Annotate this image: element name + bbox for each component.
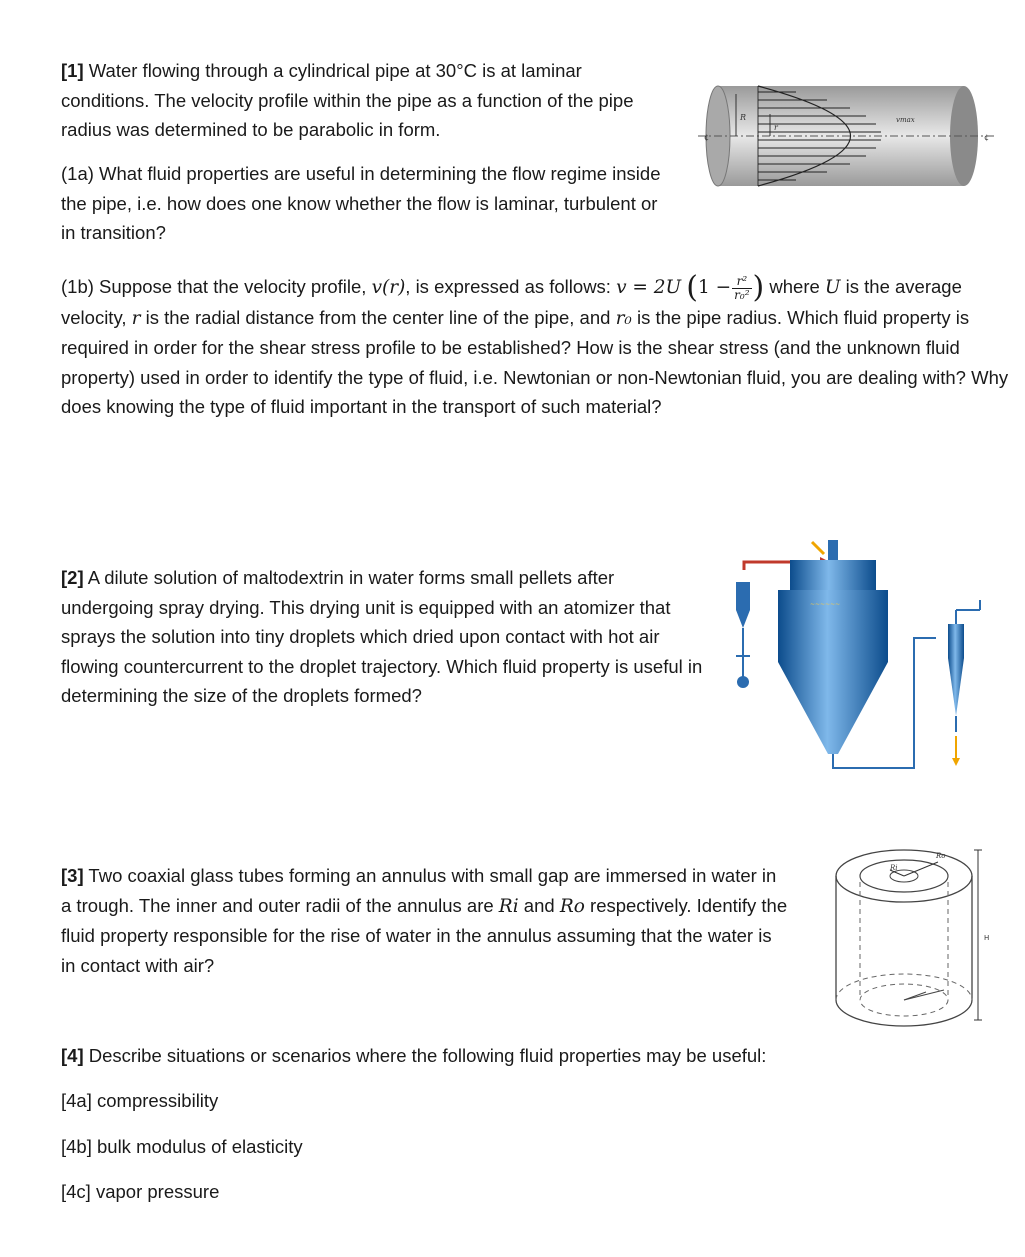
q4-number: [4]: [61, 1045, 84, 1066]
q1-paragraph: [61, 56, 671, 145]
q1b-equation-lhs: v = 2U: [616, 277, 682, 298]
left-paren: (: [686, 270, 699, 306]
q1b-rest: is the pipe radius. Which fluid property is required in order for the shear stress profile to be established? How is the shear stress (and the unknown fluid property) used in order to identify the type of fluid, i.e. Newtonian or non-Newtonian fluid, you are dealing with? Why does knowing the type of fluid important in the transport of such material?: [61, 306, 1009, 417]
q1-number: [1]: [61, 60, 84, 81]
q1-text: Water flowing through a cylindrical pipe at 30°C is at laminar conditions. The velocity profile within the pipe as a function of the pipe radius was determined to be parabolic in form.: [61, 60, 634, 140]
q1b-is-average: is the average velocity,: [61, 276, 962, 328]
annulus-ro-label: Ro: [936, 852, 946, 860]
q1b-intro: (1b) Suppose that the velocity profile,: [61, 276, 372, 297]
q1b-fraction-denominator: r₀²: [734, 287, 750, 302]
q1b-U: U: [824, 277, 841, 298]
centerline-label-left: ¢: [704, 133, 710, 142]
q2-text: A dilute solution of maltodextrin in water forms small pellets after undergoing spray drying. This drying unit is equipped with an atomizer that sprays the solution into tiny droplets which dried upon contact with hot air flowing countercurrent to the droplet trajectory. Which fluid property is useful in determining the size of the droplets formed?: [61, 567, 703, 706]
q1a-text: (1a) What fluid properties are useful in determining the flow regime inside the pipe, i.e. how does one know whether the flow is laminar, turbulent or in transition?: [61, 163, 661, 243]
q3-inner-radius: Ri: [498, 895, 519, 917]
q1b-fraction: [732, 275, 751, 302]
q4-paragraph: [61, 1041, 961, 1071]
q3-and: and: [518, 894, 560, 916]
radial-position-label: r: [774, 123, 778, 132]
q1b-radial: is the radial distance from the center line of the pipe, and: [140, 306, 616, 328]
q4b-item: [4b] bulk modulus of elasticity: [61, 1136, 303, 1157]
annulus-height-label: H: [984, 934, 990, 942]
vmax-label: vmax: [896, 116, 915, 124]
q1b-r: r: [131, 307, 141, 329]
annulus-figure: [826, 826, 996, 1030]
centerline-label-right: ¢: [984, 133, 990, 142]
q1b-fraction-numerator: r²: [732, 275, 751, 289]
q4-text: Describe situations or scenarios where the following fluid properties may be useful:: [83, 1045, 767, 1066]
pipe-velocity-profile-figure: [698, 80, 998, 192]
q3-outer-radius: Ro: [559, 895, 585, 917]
q3-number: [3]: [61, 865, 84, 886]
svg-text:~~~~~~: ~~~~~~: [810, 601, 841, 608]
q3-text-b: respectively. Identify the fluid property responsible for the rise of water in the annulus assuming that the water is in contact with air?: [61, 894, 788, 976]
q1a-paragraph: [61, 159, 673, 248]
q4a-item: [4a] compressibility: [61, 1090, 219, 1111]
q2-number: [2]: [61, 567, 84, 588]
q2-paragraph: [61, 563, 706, 711]
pipe-radius-label: R: [740, 113, 747, 122]
q1b-r0: r₀: [615, 307, 632, 329]
right-paren: ): [752, 270, 765, 306]
q1b-where: where: [764, 276, 825, 297]
q1b-mid: , is expressed as follows:: [405, 276, 617, 297]
q3-text-a: Two coaxial glass tubes forming an annulus with small gap are immersed in water in a trough. The inner and outer radii of the annulus are: [61, 865, 777, 916]
q1b-paragraph: [61, 272, 1011, 422]
q4c-item: [4c] vapor pressure: [61, 1181, 220, 1202]
spray-dryer-figure: [728, 532, 1000, 774]
q1b-v-of-r: v(r): [371, 277, 406, 298]
q1b-one-minus: 1 −: [698, 277, 732, 298]
q3-paragraph: [61, 861, 791, 980]
annulus-ri-label: Ri: [890, 864, 898, 872]
